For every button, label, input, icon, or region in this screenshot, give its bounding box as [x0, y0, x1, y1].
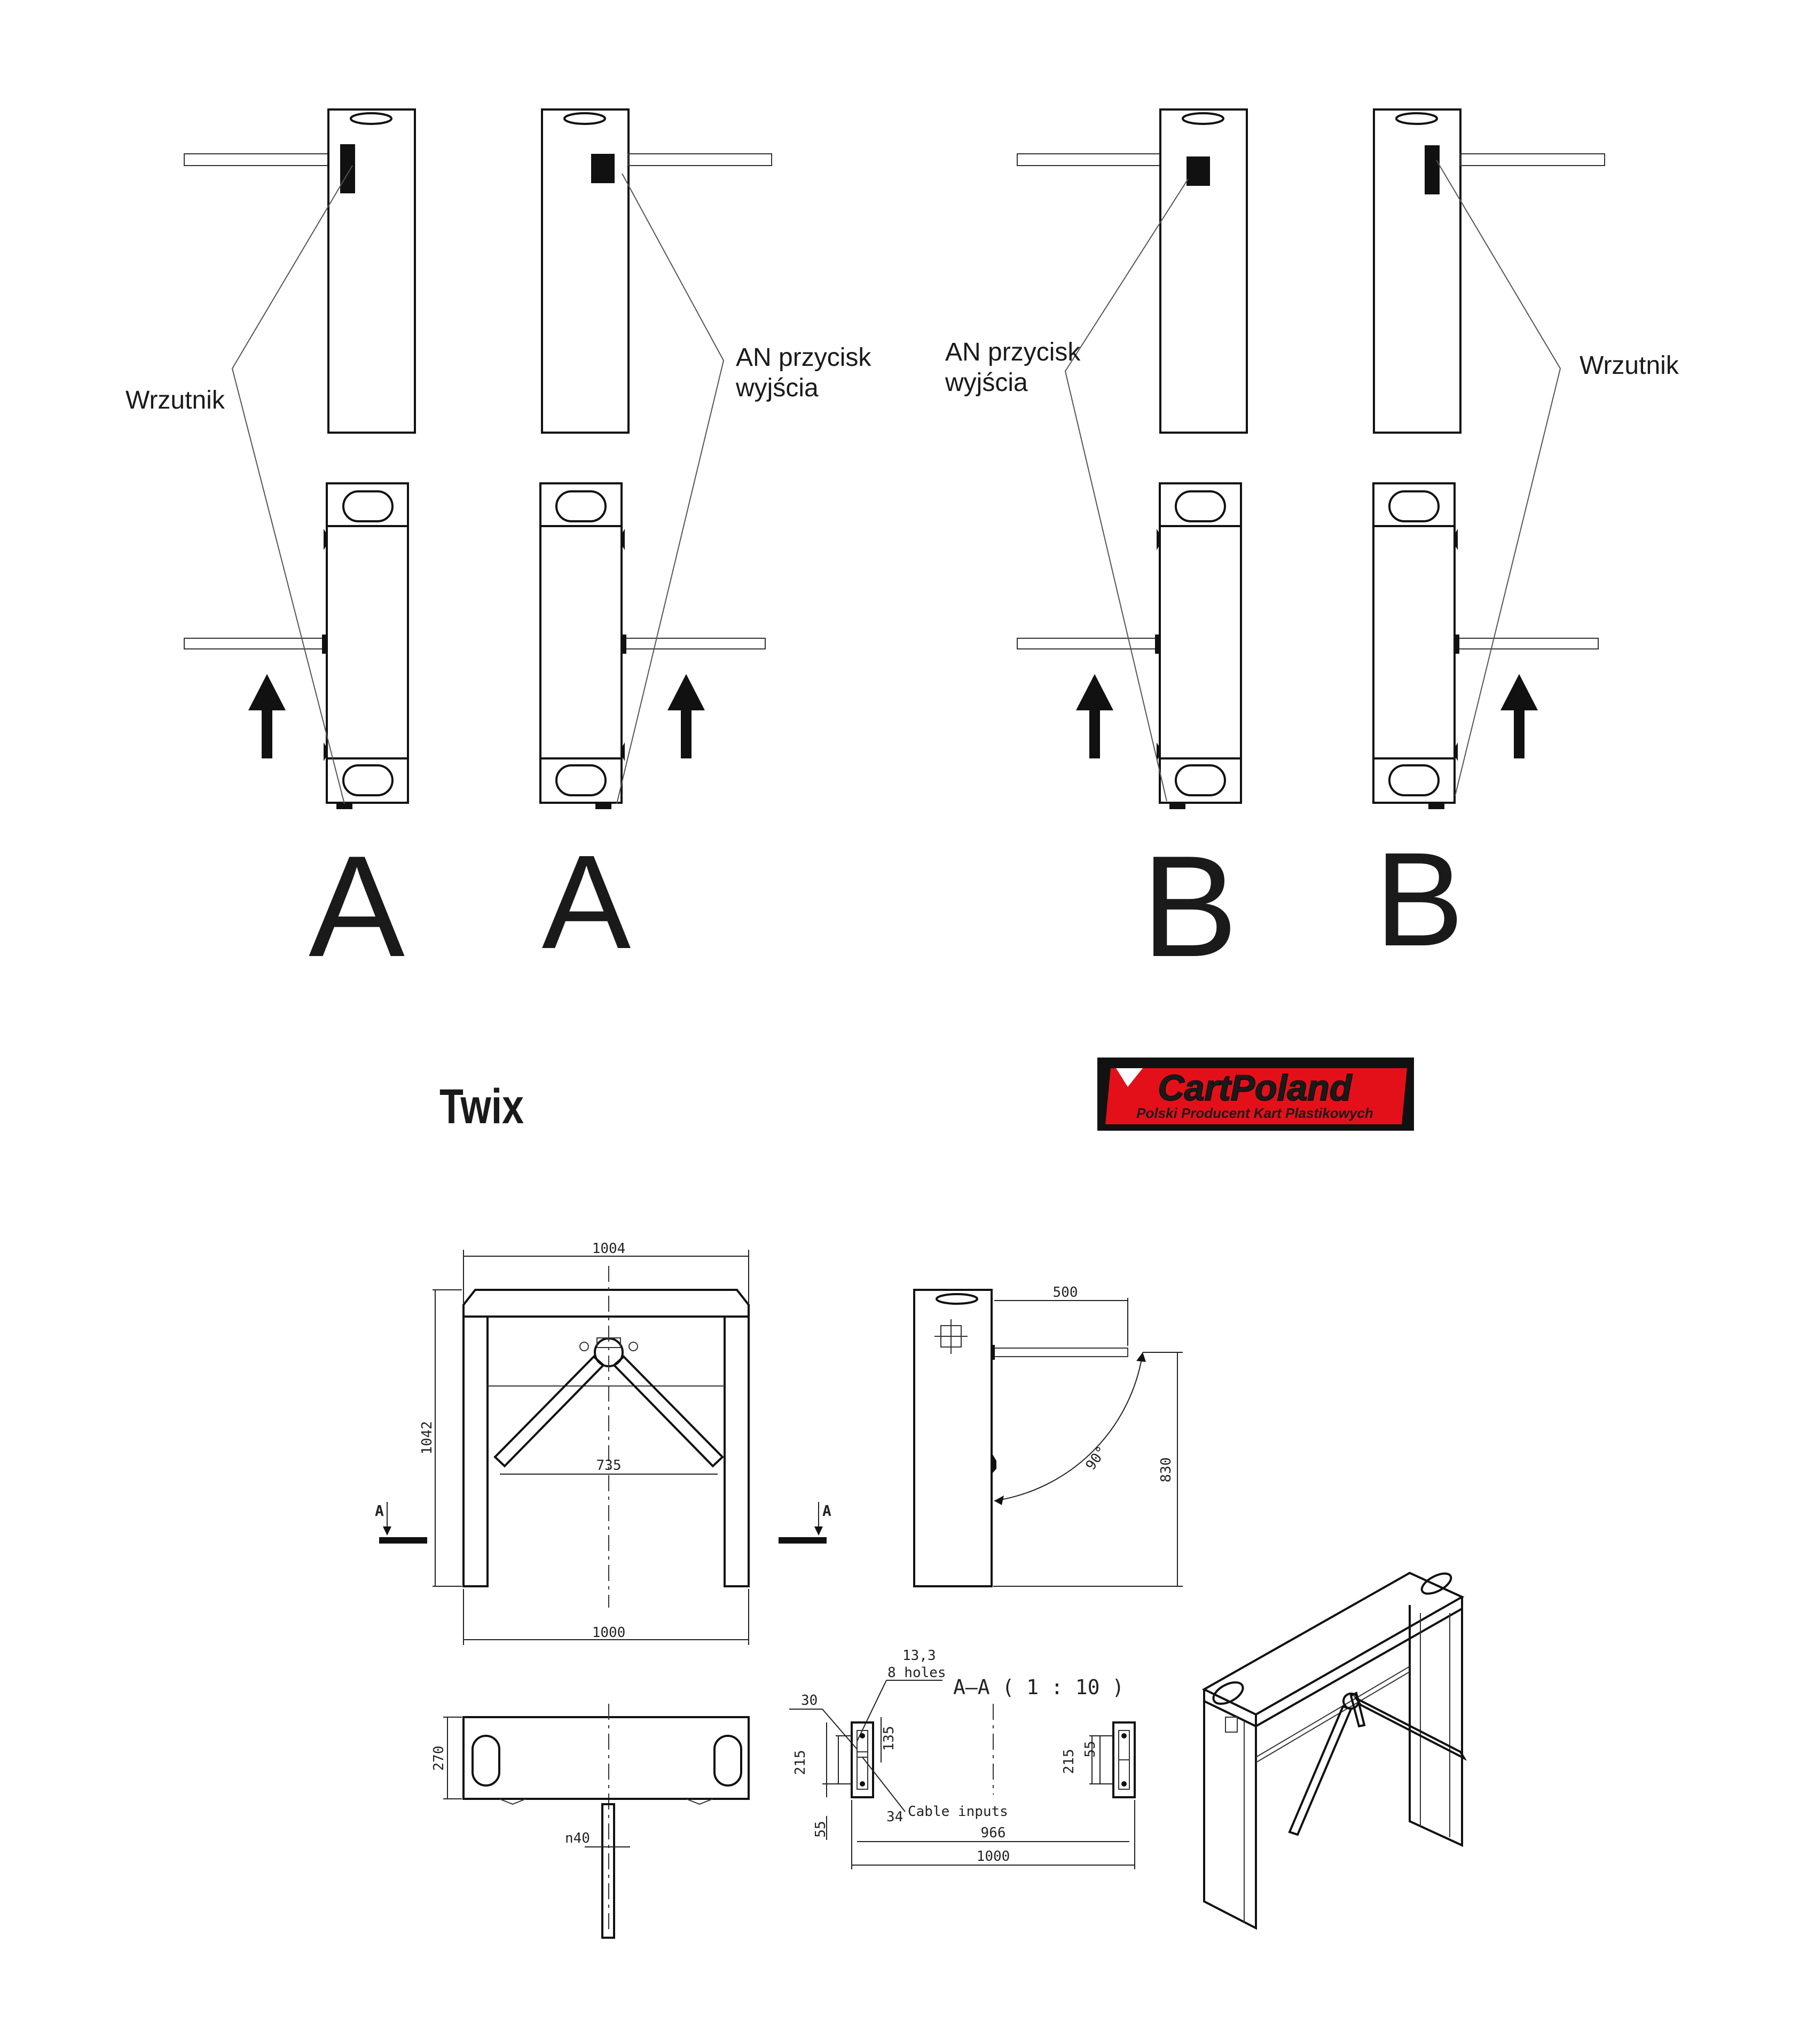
section-marker: A	[375, 1502, 384, 1520]
exit-button-label: AN przycisk	[736, 343, 871, 372]
variant-b1-plan	[1017, 483, 1241, 809]
coin-slot-label: Wrzutnik	[1580, 351, 1679, 380]
cable-inputs-label: Cable inputs	[908, 1804, 1008, 1820]
dimension-label: 1000	[592, 1625, 626, 1641]
direction-arrow-icon	[667, 674, 705, 758]
variant-a2-plan	[540, 483, 765, 809]
dimension-label: 55	[813, 1821, 829, 1838]
variant-letter: B	[1141, 826, 1238, 987]
dimension-label: 270	[431, 1745, 447, 1771]
angle-label: 90°	[1082, 1443, 1111, 1474]
variant-a1-plan	[184, 483, 408, 809]
logo-tagline: Polski Producent Kart Plastikowych	[1136, 1105, 1373, 1121]
dimension-label: 966	[980, 1825, 1006, 1841]
logo-brand: CartPoland	[1158, 1068, 1352, 1108]
dimension-label: 55	[1082, 1741, 1098, 1758]
isometric-view-drawing	[1204, 1570, 1464, 1928]
front-view-drawing	[375, 1241, 831, 1645]
direction-arrow-icon	[248, 674, 286, 758]
coin-slot-icon	[340, 144, 355, 193]
variant-a-group	[125, 109, 871, 987]
dimension-label: 135	[881, 1726, 897, 1751]
variant-letter: B	[1374, 825, 1464, 974]
exit-button-label: AN przycisk	[945, 338, 1081, 366]
section-aa-drawing	[789, 1648, 1135, 1869]
variant-a1-side-elevation	[184, 109, 415, 433]
dimension-label: 215	[1061, 1749, 1077, 1774]
variant-letter: A	[541, 827, 631, 976]
exit-button-icon	[1187, 156, 1210, 186]
variant-b1-side-elevation	[1017, 109, 1247, 433]
coin-slot-label: Wrzutnik	[125, 386, 225, 414]
dimension-label: 1000	[976, 1849, 1010, 1865]
dimension-label: 8 holes	[887, 1665, 946, 1681]
coin-slot-icon	[1425, 145, 1440, 194]
exit-button-label: wyjścia	[736, 374, 819, 402]
section-marker: A	[822, 1502, 831, 1520]
variant-b-group	[945, 109, 1679, 987]
variant-b2-plan	[1373, 483, 1598, 809]
dimension-label: 1004	[592, 1241, 626, 1257]
side-view-drawing	[914, 1285, 1183, 1586]
direction-arrow-icon	[1500, 674, 1538, 758]
dimension-label: 830	[1158, 1457, 1174, 1483]
top-view-drawing	[431, 1704, 749, 1938]
dimension-label: 500	[1052, 1285, 1078, 1301]
cartpoland-logo	[1097, 1058, 1414, 1131]
variant-b2-side-elevation	[1374, 109, 1605, 433]
section-title: A—A ( 1 : 10 )	[953, 1675, 1125, 1699]
dimension-label: 735	[596, 1458, 622, 1474]
dimension-label: 1042	[419, 1421, 435, 1455]
exit-button-icon	[591, 154, 615, 183]
dimension-label: 13,3	[902, 1648, 936, 1664]
dimension-label: n40	[565, 1830, 590, 1846]
variant-letter: A	[308, 826, 405, 987]
exit-button-label: wyjścia	[945, 369, 1028, 397]
dimension-label: 30	[801, 1693, 818, 1709]
product-name: Twix	[439, 1079, 524, 1134]
direction-arrow-icon	[1076, 674, 1113, 758]
dimension-label: 215	[792, 1750, 808, 1775]
dimension-label: 34	[886, 1809, 903, 1825]
